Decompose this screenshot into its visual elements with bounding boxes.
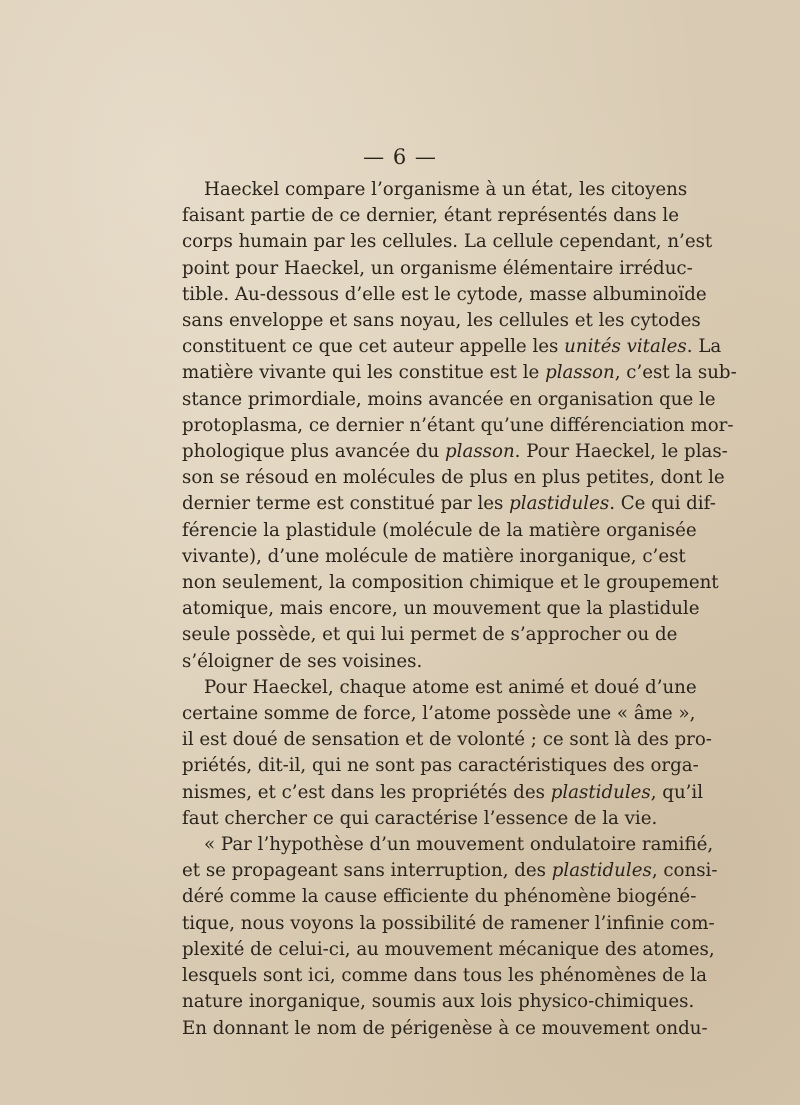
text-line: nismes, et c’est dans les propriétés des plastidules, qu’il: [182, 781, 704, 803]
text-line: En donnant le nom de périgenèse à ce mouvement ondu-: [182, 1017, 708, 1039]
text-line: matière vivante qui les constitue est le plasson, c’est la sub-: [182, 362, 737, 384]
text-line: tique, nous voyons la possibilité de ramener l’infinie com-: [182, 912, 715, 934]
text-line: priétés, dit-il, qui ne sont pas caractéristiques des orga-: [182, 755, 699, 777]
text-line: lesquels sont ici, comme dans tous les phénomènes de la: [182, 965, 707, 987]
text-line: phologique plus avancée du plasson. Pour Haeckel, le plas-: [182, 441, 728, 463]
text-line: protoplasma, ce dernier n’étant qu’une différenciation mor-: [182, 414, 734, 436]
page-number: — 6 —: [363, 145, 437, 169]
text-line: s’éloigner de ses voisines.: [182, 650, 423, 672]
text-line: faisant partie de ce dernier, étant représentés dans le: [182, 205, 679, 227]
text-line: plexité de celui-ci, au mouvement mécanique des atomes,: [182, 938, 715, 960]
body-text: [182, 177, 737, 1042]
text-line: seule possède, et qui lui permet de s’approcher ou de: [182, 624, 678, 646]
text-line: férencie la plastidule (molécule de la matière organisée: [182, 519, 697, 541]
text-line: faut chercher ce qui caractérise l’essence de la vie.: [182, 807, 658, 829]
text-line: déré comme la cause efficiente du phénomène biogéné-: [182, 886, 697, 908]
text-line: point pour Haeckel, un organisme élémentaire irréduc-: [182, 257, 693, 279]
text-line: son se résoud en molécules de plus en plus petites, dont le: [182, 467, 725, 489]
text-line: atomique, mais encore, un mouvement que la plastidule: [182, 598, 700, 620]
text-line: nature inorganique, soumis aux lois physico-chimiques.: [182, 991, 695, 1013]
text-line: il est doué de sensation et de volonté ; ce sont là des pro-: [182, 729, 712, 751]
text-line: « Par l’hypothèse d’un mouvement ondulatoire ramifié,: [204, 834, 714, 856]
text-line: et se propageant sans interruption, des plastidules, consi-: [182, 860, 718, 882]
text-line: certaine somme de force, l’atome possède une « âme »,: [182, 703, 696, 725]
text-line: stance primordiale, moins avancée en organisation que le: [182, 388, 716, 410]
text-line: corps humain par les cellules. La cellule cependant, n’est: [182, 231, 713, 253]
text-line: sans enveloppe et sans noyau, les cellules et les cytodes: [182, 310, 701, 332]
text-line: Haeckel compare l’organisme à un état, les citoyens: [204, 179, 688, 200]
text-line: non seulement, la composition chimique et le groupement: [182, 572, 719, 594]
text-line: constituent ce que cet auteur appelle les unités vitales. La: [182, 336, 722, 358]
text-line: dernier terme est constitué par les plastidules. Ce qui dif-: [182, 493, 716, 515]
text-line: tible. Au-dessous d’elle est le cytode, masse albuminoïde: [182, 283, 707, 305]
text-line: Pour Haeckel, chaque atome est animé et doué d’une: [204, 676, 697, 698]
text-line: vivante), d’une molécule de matière inorganique, c’est: [182, 545, 686, 567]
